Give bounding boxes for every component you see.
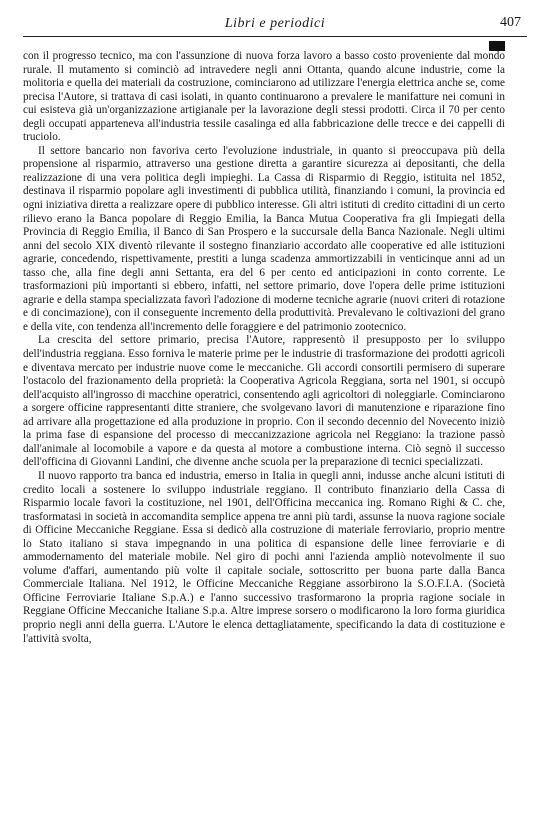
page-cut-off	[0, 816, 550, 831]
paragraph-3: La crescita del settore primario, precisa l'Autore, rappresentò il presupposto per lo sviluppo dell'industria reggiana. Esso forniva le materie prime per le industrie di trasformazione dei prodotti agricoli e diventava mercato per industrie nuove come le meccaniche. Gli accordi consortili permisero di superare l'ostacolo del frazionamento della proprietà: la Cooperativa Agricola Reggiana, sorta nel 1901, si occupò dell'acquisto all'ingrosso di macchine operatrici, consentendo agli agricoltori di noleggiarle. Cominciarono a sorgere officine rappresentanti ditte straniere, che svolgevano lavori di manutenzione e riparazione fino ad arrivare alla progettazione ed alla produzione in proprio. Con il secondo decennio del Novecento iniziò la prima fase di espansione del processo di meccanizzazione agricola nel Reggiano: la trazione passò dall'animale al locomobile a vapore e da questa al motore a combustione interna. Ciò segnò il successo dell'officina di Giovanni Landini, che divenne anche scuola per la preparazione di tecnici specializzati.	[23, 334, 505, 469]
paragraph-2: Il settore bancario non favoriva certo l'evoluzione industriale, in quanto si preoccupava più della propensione al risparmio, attraverso una gestione diretta a garantire sicurezza ai depositanti, che della realizzazione di una vera politica degli impieghi. La Cassa di Risparmio di Reggio, istituita nel 1852, destinava il risparmio popolare agli investimenti di pubblica utilità, finanziando i comuni, la provincia ed ogni iniziativa diretta a realizzare opere di pubblico interesse. Gli altri istituti di credito cittadini di un certo rilievo erano la Banca popolare di Reggio Emilia, la Banca Mutua Cooperativa fra gli Impiegati della Provincia di Reggio Emilia, il Banco di San Prospero e la succursale della Banca Nazionale. Negli ultimi anni del secolo XIX diventò rilevante il sostegno finanziario accordato alle cooperative ed alle istituzioni agrarie, concedendo, rispettivamente, prestiti a lunga scadenza ammortizzabili in venticinque anni ad un tasso che, alla fine degli anni Settanta, era del 6 per cento ed anticipazioni in conto corrente. Le trasformazioni più importanti si ebbero, infatti, nel settore primario, dove l'opera delle prime istituzioni agrarie e della stampa specializzata favorì l'adozione di moderne tecniche agrarie (nuovi criteri di rotazione e di concimazione), con il conseguente incremento della produttività. Prevalevano le coltivazioni del grano e della vite, con tendenza all'incremento delle foraggiere e del patrimonio zootecnico.	[23, 144, 505, 333]
paragraph-4: Il nuovo rapporto tra banca ed industria, emerso in Italia in quegli anni, indusse anche alcuni istituti di credito locali a sostenere lo sviluppo industriale reggiano. Il contributo finanziario della Cassa di Risparmio locale favorì la costituzione, nel 1901, dell'Officina meccanica ing. Romano Righi & C. che, trasformatasi in società in accomandita semplice appena tre anni più tardi, assunse la nuova ragione sociale di Officine Meccaniche Reggiane. Essa si dedicò alla costruzione di materiale ferroviario, proprio mentre lo Stato italiano si stava impegnando in una politica di espansione delle linee ferroviarie e di ammodernamento del materiale mobile. Nel giro di pochi anni l'azienda ampliò notevolmente il suo volume d'affari, aumentando più volte il capitale sociale, sottoscritto per buona parte dalla Banca Commerciale Italiana. Nel 1912, le Officine Meccaniche Reggiane assorbirono la S.O.F.I.A. (Società Officine Ferroviarie Italiane S.p.A.) e l'anno successivo trasformarono la propria ragione sociale in Reggiane Officine Meccaniche Italiane S.p.a. Altre imprese sorsero o modificarono la loro forma giuridica proprio negli anni della guerra. L'Autore le elenca dettagliatamente, specificando la data di costituzione e l'attività svolta,	[23, 469, 505, 645]
page-number: 407	[500, 15, 521, 30]
running-header	[23, 14, 527, 37]
body-text	[23, 50, 505, 646]
paragraph-1: con il progresso tecnico, ma con l'assunzione di nuova forza lavoro a basso costo proveniente dal mondo rurale. Il mutamento si cominciò ad intravedere negli anni Ottanta, quando alcune industrie, come la molitoria e quella dei materiali da costruzione, cominciarono ad utilizzare l'energia elettrica anche se, come precisa l'Autore, si trattava di casi isolati, in quanto continuarono a prevalere le manifatture nei comuni in cui esisteva già un'organizzazione artigianale per la lavorazione degli stessi prodotti. Circa il 70 per cento degli occupati apparteneva all'industria tessile casalinga ed alla fabbricazione delle trecce e dei cappelli di truciolo.	[23, 50, 505, 144]
running-title: Libri e periodici	[224, 16, 326, 31]
